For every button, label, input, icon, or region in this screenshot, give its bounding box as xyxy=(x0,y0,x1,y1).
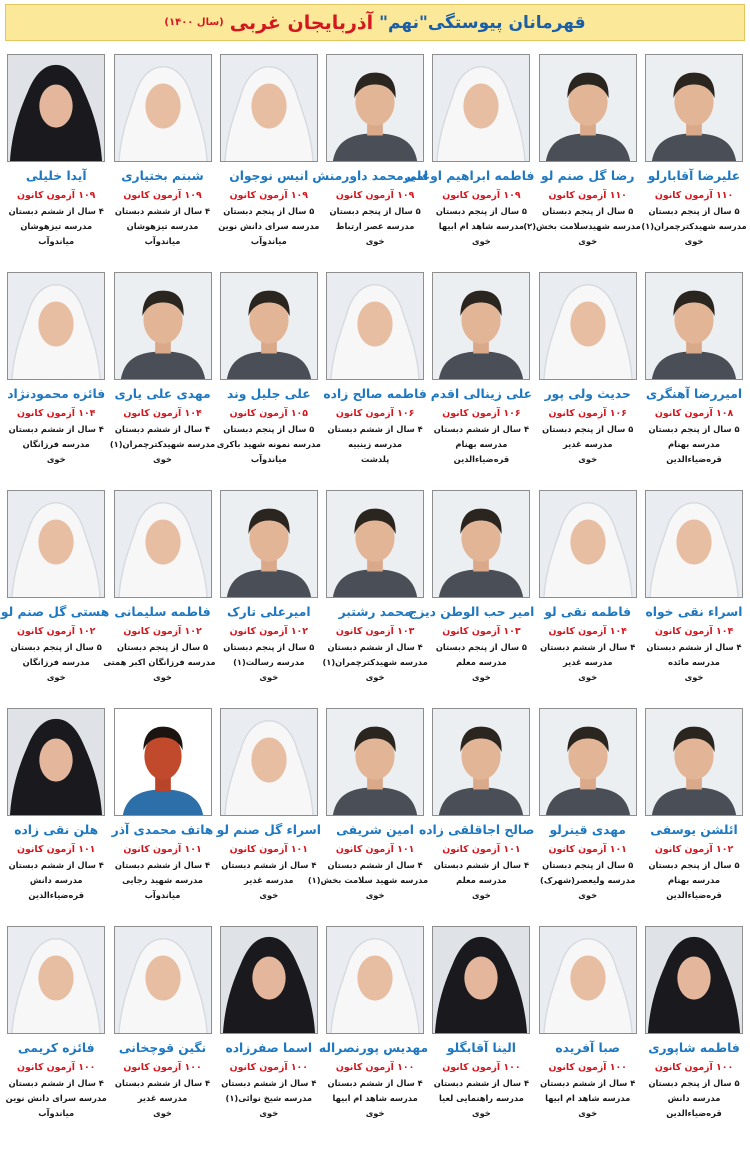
student-photo xyxy=(326,54,424,162)
student-name: حدیث ولی پور xyxy=(544,387,631,401)
student-score: ۱۰۹ آزمون کانون xyxy=(442,190,521,201)
student-score: ۱۰۹ آزمون کانون xyxy=(229,190,308,201)
title-banner xyxy=(5,4,745,41)
student-name: مهدیس پورنصراله xyxy=(318,1041,429,1055)
student-score: ۱۰۹ آزمون کانون xyxy=(17,190,96,201)
student-card xyxy=(216,488,322,706)
student-card xyxy=(110,924,216,1142)
student-city: خوی xyxy=(578,890,598,900)
student-years: ۵ سال از پنجم دبستان xyxy=(10,642,102,652)
student-photo xyxy=(645,54,743,162)
student-name: هاتف محمدی آذر xyxy=(111,823,214,837)
student-photo xyxy=(539,926,637,1034)
student-years: ۵ سال از پنجم دبستان xyxy=(542,424,634,434)
student-years: ۵ سال از پنجم دبستان xyxy=(542,860,634,870)
student-name: نگین قوچخانی xyxy=(118,1041,207,1055)
student-city: قره‌ضیاءالدین xyxy=(666,1108,722,1118)
student-name: رضا گل صنم لو xyxy=(540,169,635,183)
student-school: مدرسه نمونه شهید باکری xyxy=(216,439,321,449)
student-city: خوی xyxy=(153,1108,172,1118)
student-card xyxy=(641,924,747,1142)
student-name: ائلشن یوسفی xyxy=(650,823,738,837)
student-card xyxy=(535,270,641,488)
student-score: ۱۰۱ آزمون کانون xyxy=(229,844,308,855)
student-school: مدرسه شاهد ام ابیها xyxy=(545,1093,631,1103)
student-card xyxy=(641,52,747,270)
student-score: ۱۰۰ آزمون کانون xyxy=(548,1062,627,1073)
student-photo xyxy=(432,926,530,1034)
student-photo xyxy=(7,272,105,380)
student-card xyxy=(535,924,641,1142)
student-photo xyxy=(432,54,530,162)
student-name: شبنم بختیاری xyxy=(121,169,204,183)
student-photo xyxy=(7,54,105,162)
student-score: ۱۰۳ آزمون کانون xyxy=(442,626,521,637)
title-part-3: (سال ۱۴۰۰) xyxy=(164,17,224,28)
student-score: ۱۰۱ آزمون کانون xyxy=(442,844,521,855)
student-score: ۱۱۰ آزمون کانون xyxy=(548,190,627,201)
student-city: قره‌ضیاءالدین xyxy=(453,454,510,464)
student-years: ۵ سال از پنجم دبستان xyxy=(435,642,527,652)
student-city: خوی xyxy=(365,672,385,682)
student-school: مدرسه غدیر xyxy=(562,439,613,449)
student-school: مدرسه سرای دانش نوین xyxy=(218,221,320,231)
title-part-2: آذربایجان غربی xyxy=(229,11,374,34)
student-card xyxy=(0,488,110,706)
student-card xyxy=(428,924,534,1142)
student-score: ۱۰۰ آزمون کانون xyxy=(17,1062,96,1073)
student-name: اسراء گل صنم لو xyxy=(216,823,321,837)
student-name: هستی گل صنم لو xyxy=(0,605,110,619)
student-city: میاندوآب xyxy=(144,236,181,246)
student-school: مدرسه معلم xyxy=(456,875,507,885)
student-card xyxy=(404,52,535,270)
student-years: ۴ سال از ششم دبستان xyxy=(114,860,211,870)
student-name: فاطمه نقی لو xyxy=(544,605,632,619)
student-years: ۴ سال از ششم دبستان xyxy=(433,424,530,434)
student-photo xyxy=(114,490,212,598)
student-school: مدرسه ولیعصر(شهرک) xyxy=(540,875,636,885)
student-photo xyxy=(645,926,743,1034)
student-score: ۱۰۶ آزمون کانون xyxy=(442,408,521,419)
student-card xyxy=(322,270,428,488)
student-years: ۵ سال از پنجم دبستان xyxy=(648,206,740,216)
student-name: امیررضا آهنگری xyxy=(645,387,743,401)
student-photo xyxy=(326,926,424,1034)
student-card xyxy=(312,52,429,270)
student-photo xyxy=(432,272,530,380)
student-years: ۴ سال از ششم دبستان xyxy=(221,860,317,870)
student-card xyxy=(523,52,641,270)
student-name: فاطمه شاپوری xyxy=(648,1041,740,1055)
student-school: مدرسه معلم xyxy=(456,657,507,667)
student-card xyxy=(641,488,747,706)
student-score: ۱۱۰ آزمون کانون xyxy=(654,190,734,201)
student-years: ۴ سال از ششم دبستان xyxy=(8,206,104,216)
student-years: ۵ سال از پنجم دبستان xyxy=(329,206,421,216)
student-score: ۱۰۲ آزمون کانون xyxy=(654,844,734,855)
student-school: مدرسه تیزهوشان xyxy=(126,221,199,231)
student-score: ۱۰۲ آزمون کانون xyxy=(17,626,96,637)
student-card xyxy=(318,924,429,1142)
student-school: مدرسه شیخ نوائی(۱) xyxy=(225,1093,313,1103)
student-score: ۱۰۴ آزمون کانون xyxy=(17,408,96,419)
student-city: خوی xyxy=(578,454,598,464)
student-school: مدرسه شهیدکترچمران(۱) xyxy=(109,439,216,449)
student-city: قره‌ضیاءالدین xyxy=(666,454,722,464)
student-years: ۴ سال از ششم دبستان xyxy=(327,860,423,870)
student-school: مدرسه غدیر xyxy=(244,875,294,885)
student-name: اسراء نقی خواه xyxy=(645,605,743,619)
student-years: ۴ سال از ششم دبستان xyxy=(327,1078,423,1088)
student-card xyxy=(322,488,428,706)
student-name: فاطمه صالح زاده xyxy=(323,387,427,401)
student-school: مدرسه شهید سلامت بخش(۱) xyxy=(307,875,429,885)
student-years: ۵ سال از پنجم دبستان xyxy=(542,206,634,216)
student-photo xyxy=(7,926,105,1034)
student-photo xyxy=(7,490,105,598)
student-score: ۱۰۰ آزمون کانون xyxy=(442,1062,521,1073)
student-card xyxy=(307,706,429,924)
student-years: ۴ سال از ششم دبستان xyxy=(646,642,742,652)
student-city: خوی xyxy=(365,236,385,246)
student-school: مدرسه دانش xyxy=(667,1093,721,1103)
student-card xyxy=(216,706,322,924)
student-photo xyxy=(432,490,530,598)
student-card xyxy=(110,706,216,924)
student-score: ۱۰۰ آزمون کانون xyxy=(654,1062,734,1073)
student-years: ۵ سال از پنجم دبستان xyxy=(648,1078,740,1088)
student-card xyxy=(216,52,322,270)
student-city: خوی xyxy=(153,672,172,682)
student-school: مدرسه فرزانگان xyxy=(22,439,90,449)
student-city: خوی xyxy=(365,1108,385,1118)
student-name: فاطمه ابراهیم اوغلی xyxy=(404,169,535,183)
student-city: خوی xyxy=(684,236,704,246)
student-city: میاندوآب xyxy=(38,1108,75,1118)
student-name: انیس نوجوان xyxy=(229,169,309,183)
student-photo xyxy=(645,272,743,380)
student-name: علی جلیل وند xyxy=(226,387,311,401)
student-years: ۴ سال از ششم دبستان xyxy=(327,642,423,652)
student-photo xyxy=(539,54,637,162)
student-years: ۴ سال از ششم دبستان xyxy=(8,860,104,870)
title-part-1: قهرمانان پیوستگی"نهم" xyxy=(379,12,586,33)
student-school: مدرسه تیزهوشان xyxy=(20,221,93,231)
student-city: خوی xyxy=(259,672,279,682)
student-name: آیدا خلیلی xyxy=(25,169,87,183)
student-name: علیرضا آقابارلو xyxy=(647,169,741,183)
student-city: میاندوآب xyxy=(38,236,75,246)
student-card xyxy=(535,488,641,706)
student-card xyxy=(3,706,109,924)
student-years: ۴ سال از ششم دبستان xyxy=(8,424,104,434)
student-years: ۴ سال از ششم دبستان xyxy=(8,1078,104,1088)
student-name: هلن نقی زاده xyxy=(14,823,99,837)
student-name: امیرعلی تارک xyxy=(227,605,311,619)
student-score: ۱۰۲ آزمون کانون xyxy=(229,626,308,637)
student-name: علی زینالی اقدم xyxy=(430,387,532,401)
student-city: خوی xyxy=(365,890,385,900)
student-card xyxy=(641,270,747,488)
student-score: ۱۰۱ آزمون کانون xyxy=(548,844,627,855)
student-city: میاندوآب xyxy=(250,236,287,246)
student-score: ۱۰۰ آزمون کانون xyxy=(335,1062,415,1073)
student-name: فائزه کریمی xyxy=(17,1041,95,1055)
student-city: خوی xyxy=(472,1108,491,1118)
student-city: خوی xyxy=(684,672,704,682)
student-photo xyxy=(645,708,743,816)
student-photo xyxy=(220,272,318,380)
student-years: ۴ سال از ششم دبستان xyxy=(433,860,530,870)
student-school: مدرسه سرای دانش نوین xyxy=(5,1093,107,1103)
student-city: خوی xyxy=(578,236,598,246)
student-name: امیرمحمد داورمنش xyxy=(312,169,429,183)
student-score: ۱۰۰ آزمون کانون xyxy=(229,1062,308,1073)
student-card xyxy=(216,270,322,488)
student-card xyxy=(110,52,216,270)
student-name: صبا آفریده xyxy=(555,1041,621,1055)
student-photo xyxy=(326,490,424,598)
student-school: مدرسه بهنام xyxy=(668,439,720,449)
student-name: مهدی قینرلو xyxy=(549,823,626,837)
student-card xyxy=(3,924,109,1142)
student-city: خوی xyxy=(472,236,491,246)
student-photo xyxy=(220,490,318,598)
student-photo xyxy=(114,926,212,1034)
student-school: مدرسه فرزانگان اکبر همتی xyxy=(103,657,216,667)
student-years: ۴ سال از ششم دبستان xyxy=(114,206,211,216)
student-score: ۱۰۶ آزمون کانون xyxy=(548,408,627,419)
student-school: مدرسه شهیدکترچمران(۱) xyxy=(641,221,747,231)
student-city: خوی xyxy=(153,454,172,464)
student-score: ۱۰۱ آزمون کانون xyxy=(335,844,415,855)
student-years: ۴ سال از ششم دبستان xyxy=(433,1078,530,1088)
student-city: خوی xyxy=(472,672,491,682)
student-city: خوی xyxy=(472,890,491,900)
student-years: ۴ سال از ششم دبستان xyxy=(540,1078,636,1088)
student-photo xyxy=(539,490,637,598)
student-photo xyxy=(220,54,318,162)
student-score: ۱۰۴ آزمون کانون xyxy=(654,626,734,637)
student-card xyxy=(418,706,535,924)
student-photo xyxy=(539,272,637,380)
student-card xyxy=(216,924,322,1142)
student-school: مدرسه بهنام xyxy=(668,875,720,885)
student-years: ۵ سال از پنجم دبستان xyxy=(223,206,315,216)
student-score: ۱۰۹ آزمون کانون xyxy=(335,190,415,201)
student-school: مدرسه شهید رجایی xyxy=(122,875,203,885)
student-name: اسما صفرزاده xyxy=(225,1041,313,1055)
student-years: ۴ سال از ششم دبستان xyxy=(327,424,423,434)
student-score: ۱۰۸ آزمون کانون xyxy=(654,408,734,419)
student-years: ۵ سال از پنجم دبستان xyxy=(116,642,209,652)
student-name: امین شریفی xyxy=(336,823,415,837)
student-score: ۱۰۴ آزمون کانون xyxy=(548,626,627,637)
student-name: صالح اجاقلقی زاده xyxy=(418,823,535,837)
student-name: محمد رشتبر xyxy=(338,605,412,619)
student-name: فاطمه سلیمانی xyxy=(114,605,211,619)
student-years: ۵ سال از پنجم دبستان xyxy=(648,424,740,434)
student-score: ۱۰۱ آزمون کانون xyxy=(123,844,202,855)
student-score: ۱۰۳ آزمون کانون xyxy=(335,626,415,637)
student-city: خوی xyxy=(578,672,598,682)
student-school: مدرسه غدیر xyxy=(137,1093,188,1103)
students-grid xyxy=(0,52,747,1142)
student-photo xyxy=(645,490,743,598)
student-photo xyxy=(114,272,212,380)
student-photo xyxy=(220,708,318,816)
student-name: الینا آقابگلو xyxy=(446,1041,516,1055)
student-score: ۱۰۰ آزمون کانون xyxy=(123,1062,202,1073)
student-city: قره‌ضیاءالدین xyxy=(28,890,85,900)
student-photo xyxy=(432,708,530,816)
student-school: مدرسه زینبیه xyxy=(348,439,403,449)
student-card xyxy=(3,52,109,270)
student-school: مدرسه دانش xyxy=(29,875,83,885)
student-name: فائزه محمودنژاد xyxy=(7,387,106,401)
student-years: ۴ سال از ششم دبستان xyxy=(114,424,211,434)
student-name: امیر حب الوطن دیزج xyxy=(408,605,535,619)
student-photo xyxy=(114,708,212,816)
student-school: مدرسه شهیدسلامت بخش(۲) xyxy=(523,221,641,231)
student-years: ۴ سال از ششم دبستان xyxy=(114,1078,211,1088)
student-city: قره‌ضیاءالدین xyxy=(666,890,722,900)
student-score: ۱۰۹ آزمون کانون xyxy=(123,190,202,201)
student-school: مدرسه عصر ارتباط xyxy=(335,221,415,231)
student-school: مدرسه رسالت(۱) xyxy=(233,657,305,667)
student-years: ۵ سال از پنجم دبستان xyxy=(223,424,315,434)
student-city: خوی xyxy=(259,1108,279,1118)
student-photo xyxy=(220,926,318,1034)
student-school: مدرسه مائده xyxy=(668,657,720,667)
student-city: خوی xyxy=(259,890,279,900)
student-city: خوی xyxy=(46,454,66,464)
student-score: ۱۰۵ آزمون کانون xyxy=(229,408,308,419)
student-school: مدرسه فرزانگان xyxy=(22,657,90,667)
student-city: میاندوآب xyxy=(144,890,181,900)
student-photo xyxy=(7,708,105,816)
student-photo xyxy=(326,708,424,816)
student-years: ۵ سال از پنجم دبستان xyxy=(223,642,315,652)
student-card xyxy=(641,706,747,924)
student-score: ۱۰۴ آزمون کانون xyxy=(123,408,202,419)
student-school: مدرسه غدیر xyxy=(562,657,613,667)
student-score: ۱۰۶ آزمون کانون xyxy=(335,408,415,419)
student-school: مدرسه شاهد ام ابیها xyxy=(332,1093,418,1103)
student-photo xyxy=(539,708,637,816)
student-card xyxy=(110,270,216,488)
student-score: ۱۰۲ آزمون کانون xyxy=(123,626,202,637)
student-years: ۴ سال از ششم دبستان xyxy=(221,1078,317,1088)
student-school: مدرسه راهنمایی لعیا xyxy=(438,1093,524,1103)
student-city: خوی xyxy=(578,1108,598,1118)
student-name: مهدی علی یاری xyxy=(114,387,211,401)
student-card xyxy=(428,270,534,488)
student-card xyxy=(535,706,641,924)
student-city: میاندوآب xyxy=(250,454,287,464)
student-city: پلدشت xyxy=(360,454,390,464)
student-card xyxy=(408,488,535,706)
student-card xyxy=(3,270,109,488)
student-years: ۵ سال از پنجم دبستان xyxy=(435,206,527,216)
student-card xyxy=(103,488,216,706)
student-years: ۴ سال از ششم دبستان xyxy=(540,642,636,652)
student-photo xyxy=(326,272,424,380)
student-city: خوی xyxy=(46,672,66,682)
student-photo xyxy=(114,54,212,162)
student-school: مدرسه شهیدکترچمران(۱) xyxy=(322,657,428,667)
student-years: ۵ سال از پنجم دبستان xyxy=(648,860,740,870)
student-school: مدرسه شاهد ام ابیها xyxy=(438,221,525,231)
student-score: ۱۰۱ آزمون کانون xyxy=(17,844,96,855)
student-school: مدرسه بهنام xyxy=(455,439,508,449)
